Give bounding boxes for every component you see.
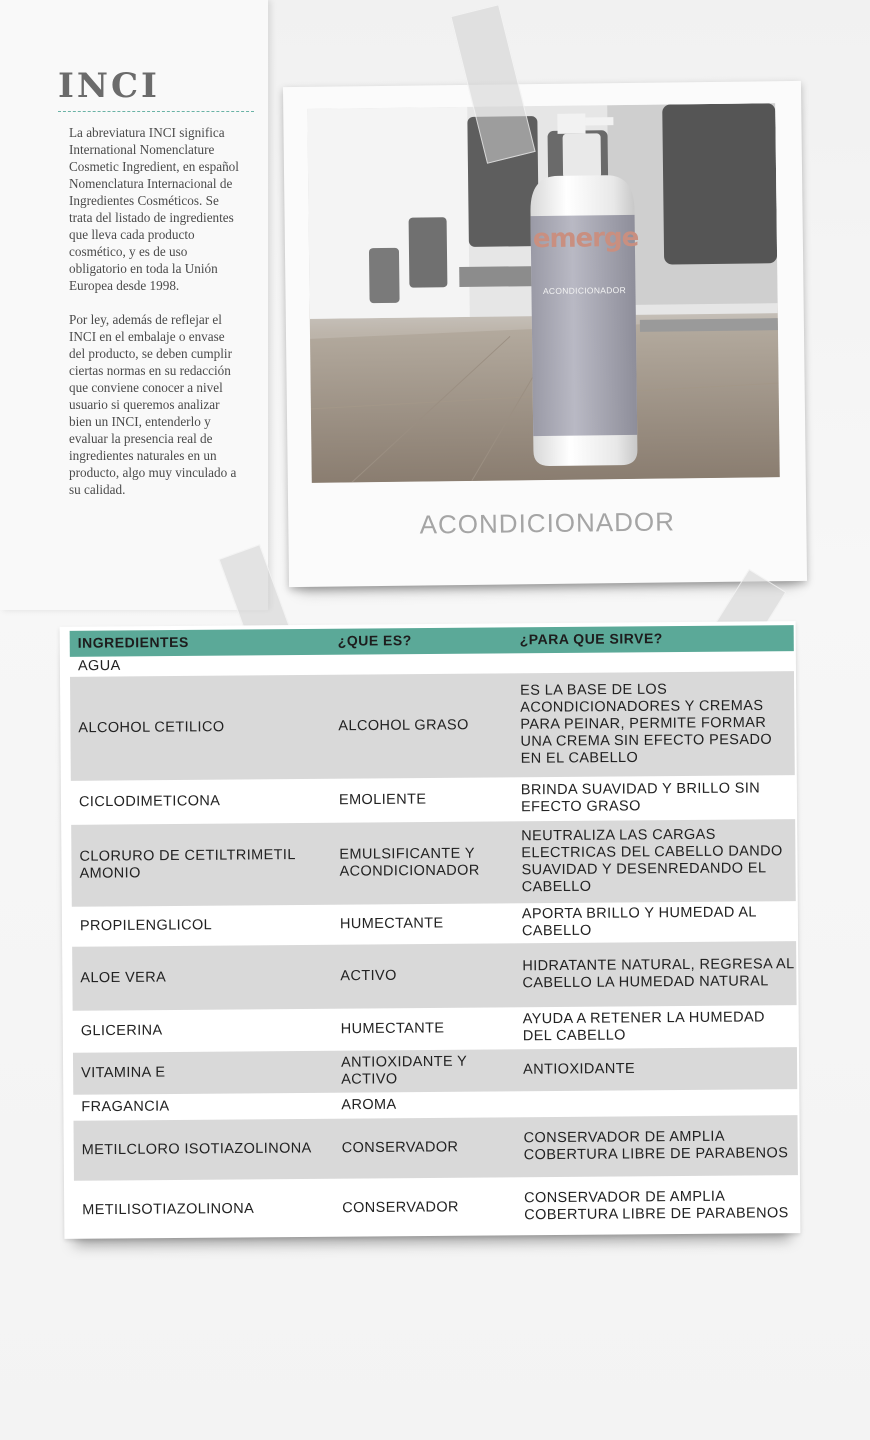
table-row bbox=[74, 1175, 798, 1241]
cell-que-es: EMOLIENTE bbox=[338, 791, 427, 809]
header-ingredientes: INGREDIENTES bbox=[77, 633, 189, 651]
cell-ingrediente: CICLODIMETICONA bbox=[78, 793, 221, 811]
bottle-product-label: ACONDICIONADOR bbox=[542, 285, 627, 297]
cell-ingrediente: GLICERINA bbox=[80, 1022, 163, 1040]
ingredients-table bbox=[60, 621, 801, 1239]
cell-ingrediente: FRAGANCIA bbox=[81, 1098, 170, 1116]
bottle-brand: emerge bbox=[532, 222, 639, 255]
product-photo bbox=[307, 103, 780, 483]
cell-para-que: APORTA BRILLO Y HUMEDAD AL CABELLO bbox=[521, 904, 757, 940]
cell-ingrediente: METILCLORO ISOTIAZOLINONA bbox=[81, 1140, 312, 1159]
header-para-que-sirve: ¿PARA QUE SIRVE? bbox=[519, 630, 663, 648]
cell-para-que: CONSERVADOR DE AMPLIA COBERTURA LIBRE DE PARABENOS bbox=[523, 1128, 789, 1164]
table-row bbox=[71, 819, 796, 907]
table-body bbox=[70, 651, 799, 1241]
cell-para-que bbox=[520, 661, 792, 663]
page-title: INCI bbox=[58, 66, 160, 106]
cell-que-es: AROMA bbox=[341, 1096, 397, 1114]
cell-que-es: CONSERVADOR bbox=[341, 1139, 459, 1157]
sidebar-panel bbox=[0, 0, 268, 610]
title-divider bbox=[58, 111, 254, 112]
cell-ingrediente: METILISOTIAZOLINONA bbox=[82, 1200, 255, 1219]
cell-que-es: ANTIOXIDANTE Y ACTIVO bbox=[340, 1053, 468, 1088]
cell-ingrediente: VITAMINA E bbox=[81, 1064, 166, 1082]
table-row bbox=[73, 1115, 797, 1181]
table-row bbox=[73, 1005, 797, 1053]
table-row bbox=[72, 941, 796, 1011]
header-que-es: ¿QUE ES? bbox=[337, 632, 412, 649]
table-row bbox=[70, 671, 795, 781]
polaroid-card bbox=[283, 81, 807, 587]
cell-que-es: ACTIVO bbox=[340, 967, 397, 985]
table-row bbox=[72, 901, 796, 947]
cell-que-es: HUMECTANTE bbox=[339, 915, 444, 933]
intro-text bbox=[69, 124, 244, 515]
cell-para-que: ANTIOXIDANTE bbox=[523, 1060, 636, 1078]
cell-para-que: AYUDA A RETENER LA HUMEDAD DEL CABELLO bbox=[522, 1009, 765, 1045]
cell-que-es: HUMECTANTE bbox=[340, 1020, 445, 1038]
cell-para-que: ES LA BASE DE LOS ACONDICIONADORES Y CREMAS PARA PEINAR, PERMITE FORMAR UNA CREMA SIN EFECTO PESADO EN EL CABELLO bbox=[520, 681, 773, 767]
cell-que-es: ALCOHOL GRASO bbox=[338, 717, 469, 735]
cell-ingrediente: AGUA bbox=[77, 657, 121, 675]
cell-para-que: HIDRATANTE NATURAL, REGRESA AL CABELLO LA HUMEDAD NATURAL bbox=[522, 956, 795, 992]
cell-que-es: CONSERVADOR bbox=[342, 1199, 459, 1217]
cell-para-que: BRINDA SUAVIDAD Y BRILLO SIN EFECTO GRASO bbox=[520, 780, 761, 816]
cell-ingrediente: ALOE VERA bbox=[80, 969, 167, 987]
intro-paragraph-1: La abreviatura INCI significa International Nomenclature Cosmetic Ingredient, en español Nomenclatura Internacional de Ingredientes Cosméticos. Se trata del listado de ingredientes que lleva cada producto cosmético, y es de uso obligatorio en toda la Unión Europea desde 1998. bbox=[69, 125, 239, 293]
cell-que-es bbox=[338, 663, 518, 664]
intro-paragraph-2: Por ley, además de reflejar el INCI en el embalaje o envase del producto, se deben cumplir ciertas normas en su redacción que conviene conocer a nivel usuario si queremos analizar bien un INCI, entenderlo y evaluar la presencia real de ingredientes naturales en un producto, algo muy vinculado a su calidad. bbox=[69, 312, 237, 497]
photo-caption: ACONDICIONADOR bbox=[419, 506, 676, 540]
cell-que-es: EMULSIFICANTE Y ACONDICIONADOR bbox=[339, 845, 480, 880]
cell-ingrediente: CLORURO DE CETILTRIMETIL AMONIO bbox=[79, 847, 296, 882]
table-row bbox=[73, 1047, 797, 1095]
table-row bbox=[71, 775, 795, 825]
cell-ingrediente: PROPILENGLICOL bbox=[79, 917, 213, 935]
cell-ingrediente: ALCOHOL CETILICO bbox=[78, 719, 225, 737]
cell-para-que: NEUTRALIZA LAS CARGAS ELECTRICAS DEL CABELLO DANDO SUAVIDAD Y DESENREDANDO EL CABELLO bbox=[521, 826, 783, 896]
cell-para-que: CONSERVADOR DE AMPLIA COBERTURA LIBRE DE PARABENOS bbox=[524, 1188, 789, 1224]
cell-para-que bbox=[523, 1102, 795, 1104]
